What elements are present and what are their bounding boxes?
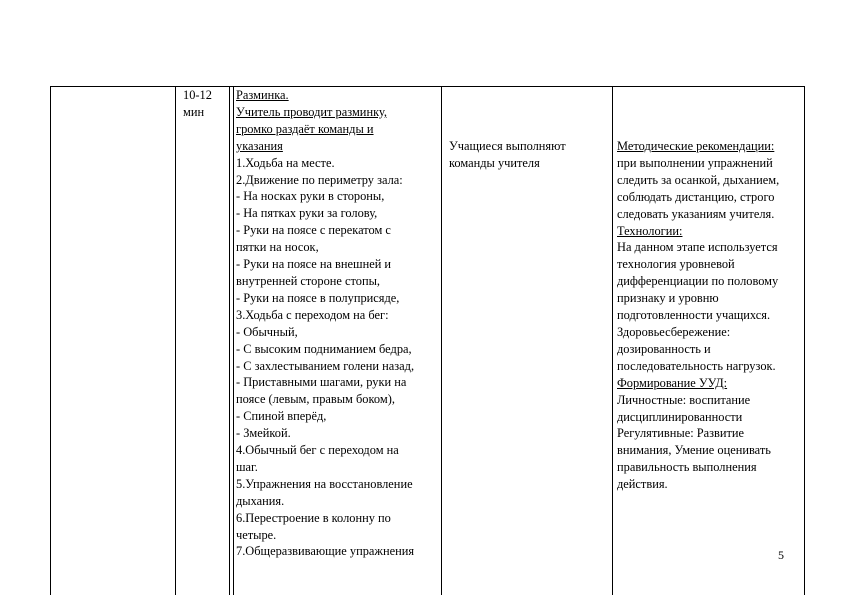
time-value: 10-12 bbox=[183, 88, 212, 102]
column-border-6 bbox=[804, 86, 805, 595]
notes-line: соблюдать дистанцию, строго bbox=[617, 189, 775, 204]
notes-line: Личностные: воспитание bbox=[617, 392, 751, 407]
students-cell bbox=[449, 138, 566, 172]
content-line: - На носках руки в стороны, bbox=[236, 189, 385, 204]
content-lines bbox=[236, 155, 414, 561]
notes-line: следовать указаниям учителя. bbox=[617, 206, 775, 221]
content-line: - С высоким подниманием бедра, bbox=[236, 341, 412, 356]
notes-heading: Формирование УУД: bbox=[617, 375, 728, 390]
content-line: 7.Общеразвивающие упражнения bbox=[236, 544, 415, 559]
content-line: - Спиной вперёд, bbox=[236, 409, 327, 424]
content-line: - Змейкой. bbox=[236, 426, 291, 441]
students-line: команды учителя bbox=[449, 155, 540, 170]
content-line: внутренней стороне стопы, bbox=[236, 273, 380, 288]
content-line: поясе (левым, правым боком), bbox=[236, 392, 395, 407]
notes-line: правильность выполнения bbox=[617, 460, 757, 475]
content-line: дыхания. bbox=[236, 493, 285, 508]
notes-line: дифференциации по половому bbox=[617, 274, 779, 289]
content-line: - На пятках руки за голову, bbox=[236, 206, 378, 221]
time-unit: мин bbox=[183, 104, 205, 119]
notes-line: Регулятивные: Развитие bbox=[617, 426, 745, 441]
notes-line: дисциплинированности bbox=[617, 409, 743, 424]
content-line: 1.Ходьба на месте. bbox=[236, 155, 335, 170]
content-line: - Обычный, bbox=[236, 324, 298, 339]
content-line: четыре. bbox=[236, 527, 277, 542]
content-line: 4.Обычный бег с переходом на bbox=[236, 443, 399, 458]
notes-line: На данном этапе используется bbox=[617, 240, 778, 255]
notes-line: при выполнении упражнений bbox=[617, 155, 773, 170]
lesson-table bbox=[50, 86, 805, 595]
content-line: - Приставными шагами, руки на bbox=[236, 375, 407, 390]
column-border-1 bbox=[50, 86, 51, 595]
students-line: Учащиеся выполняют bbox=[449, 139, 566, 153]
content-cell bbox=[236, 87, 414, 560]
column-border-2 bbox=[175, 86, 176, 595]
content-intro-line: Учитель проводит разминку, bbox=[236, 104, 387, 119]
notes-cell bbox=[617, 138, 779, 493]
content-line: пятки на носок, bbox=[236, 240, 319, 255]
content-heading: Разминка. bbox=[236, 88, 289, 102]
page-number: 5 bbox=[778, 548, 784, 562]
notes-line: Здоровьесбережение: bbox=[617, 324, 731, 339]
notes-heading: Методические рекомендации: bbox=[617, 139, 775, 153]
notes-line: признаку и уровню bbox=[617, 291, 719, 306]
content-line: - Руки на поясе с перекатом с bbox=[236, 223, 391, 238]
column-border-3 bbox=[229, 86, 234, 595]
column-border-5 bbox=[612, 86, 613, 595]
notes-line: последовательность нагрузок. bbox=[617, 358, 776, 373]
content-line: 6.Перестроение в колонну по bbox=[236, 510, 391, 525]
notes-line: действия. bbox=[617, 477, 668, 492]
content-line: - Руки на поясе в полуприсяде, bbox=[236, 290, 400, 305]
content-line: шаг. bbox=[236, 459, 258, 474]
content-line: - Руки на поясе на внешней и bbox=[236, 257, 392, 272]
content-intro-line: громко раздаёт команды и bbox=[236, 121, 374, 136]
content-line: 3.Ходьба с переходом на бег: bbox=[236, 307, 389, 322]
content-line: 2.Движение по периметру зала: bbox=[236, 172, 403, 187]
content-intro-line: указания bbox=[236, 138, 283, 153]
notes-heading: Технологии: bbox=[617, 223, 683, 238]
notes-line: технология уровневой bbox=[617, 257, 735, 272]
table-top-border bbox=[50, 86, 805, 87]
notes-line: подготовленности учащихся. bbox=[617, 308, 771, 323]
notes-line: дозированность и bbox=[617, 341, 711, 356]
notes-line: внимания, Умение оценивать bbox=[617, 443, 771, 458]
content-line: - С захлестыванием голени назад, bbox=[236, 358, 415, 373]
notes-line: следить за осанкой, дыханием, bbox=[617, 172, 780, 187]
content-line: 5.Упражнения на восстановление bbox=[236, 476, 413, 491]
time-cell bbox=[183, 87, 212, 121]
column-border-4 bbox=[441, 86, 442, 595]
